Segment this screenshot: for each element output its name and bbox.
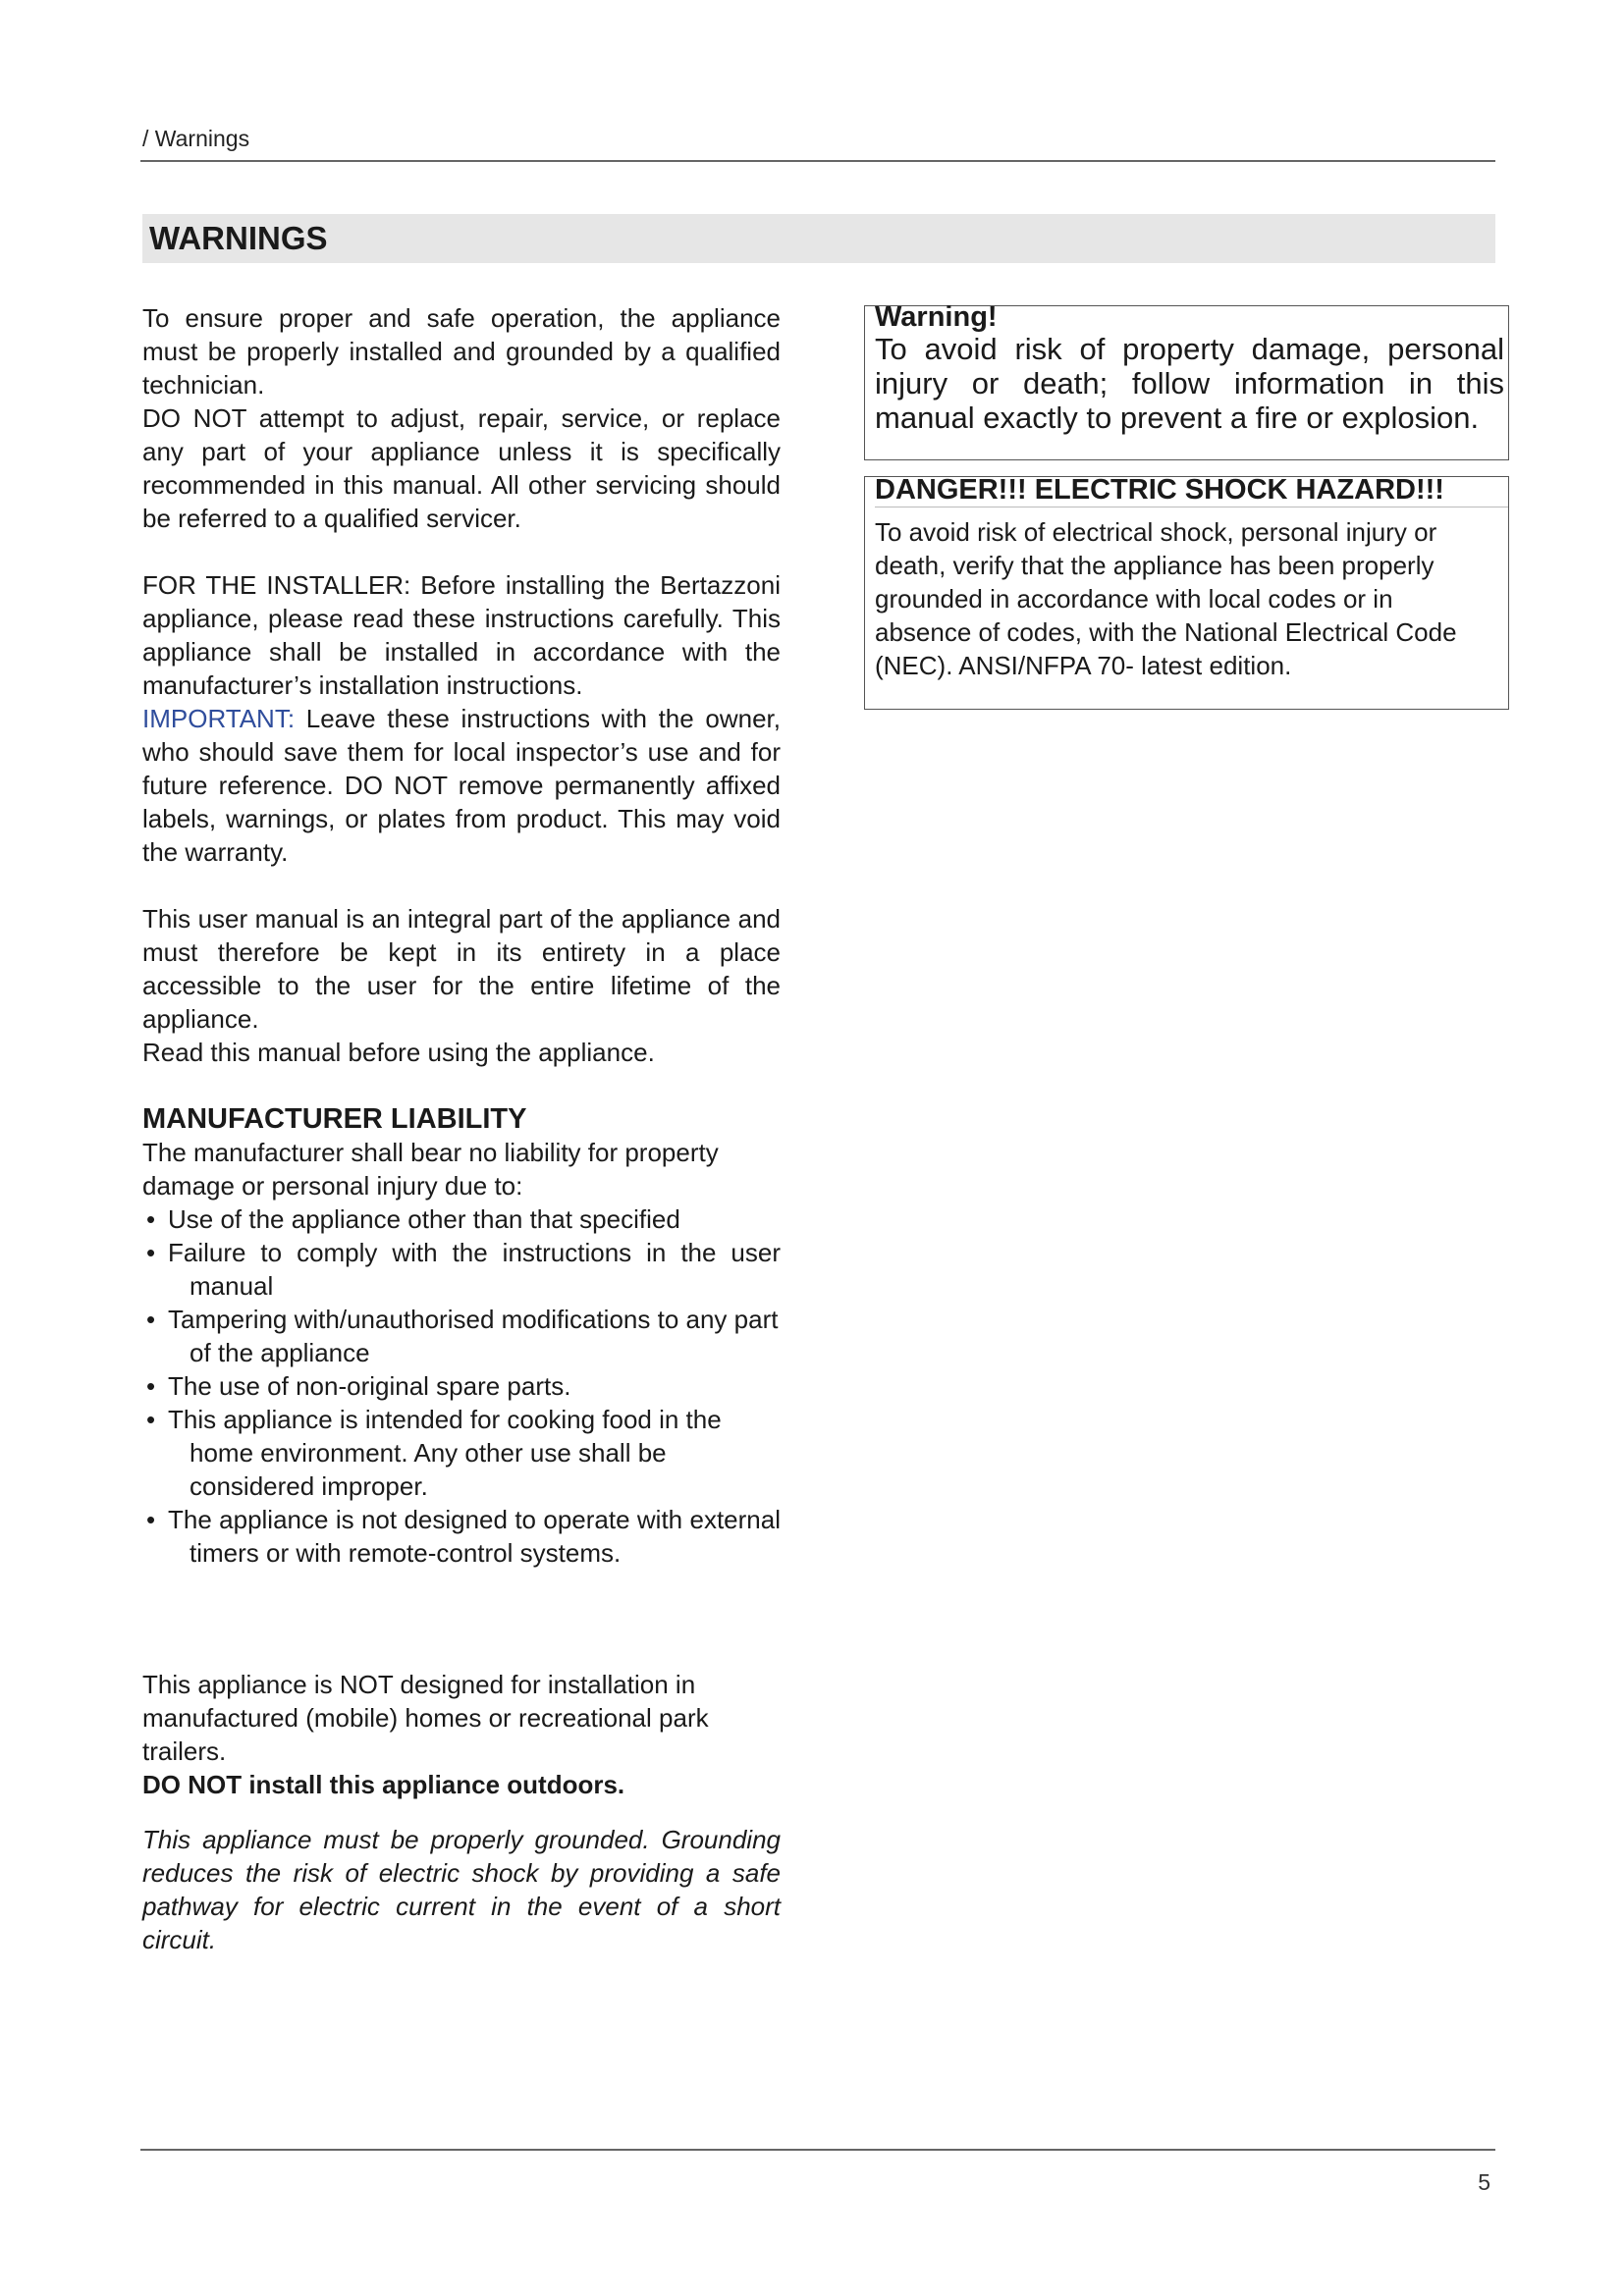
important-text: Leave these instructions with the owner, who should save them for local inspector’s use and for future reference. DO NOT remove permanently affixed labels, warnings, or plates from product. This may void the warranty. <box>142 704 781 867</box>
page-title: WARNINGS <box>149 220 328 256</box>
important-paragraph <box>142 702 781 869</box>
danger-box-text: To avoid risk of electrical shock, personal injury or death, verify that the appliance has been properly grounded in accordance with local codes or in absence of codes, with the National Electrical Code (NEC). ANSI/NFPA 70- latest edition. <box>875 517 1457 680</box>
important-label: IMPORTANT: <box>142 704 296 733</box>
warning-box <box>864 301 1509 460</box>
intro-paragraph: To ensure proper and safe operation, the appliance must be properly installed and grounded by a qualified technician. <box>142 303 781 400</box>
header-divider <box>140 160 1495 162</box>
warning-box-text: To avoid risk of property damage, personal injury or death; follow information in this manual exactly to prevent a fire or explosion. <box>875 332 1504 435</box>
list-item: • The appliance is not designed to operate with external timers or with remote-control systems. <box>142 1503 781 1570</box>
section-title-band <box>142 214 1495 263</box>
footer-divider <box>140 2149 1495 2151</box>
list-item: • The use of non-original spare parts. <box>142 1369 781 1403</box>
liability-heading: MANUFACTURER LIABILITY <box>142 1103 527 1135</box>
read-manual-paragraph: Read this manual before using the appliance. <box>142 1038 655 1067</box>
grounding-note: This appliance must be properly grounded. Grounding reduces the risk of electric shock by providing a safe pathway for electric current in the event of a short circuit. <box>142 1825 781 1954</box>
left-column <box>142 301 781 1956</box>
list-item: • Use of the appliance other than that specified <box>142 1202 781 1236</box>
list-item: • This appliance is intended for cooking food in the home environment. Any other use shall be considered improper. <box>142 1403 781 1503</box>
do-not-adjust-paragraph: DO NOT attempt to adjust, repair, service, or replace any part of your appliance unless it is specifically recommended in this manual. All other servicing should be referred to a qualified servicer. <box>142 403 781 533</box>
liability-list <box>142 1202 781 1570</box>
mobile-homes-paragraph: This appliance is NOT designed for installation in manufactured (mobile) homes or recreational park trailers. <box>142 1670 709 1766</box>
danger-box <box>864 476 1509 710</box>
list-item: • Failure to comply with the instructions in the user manual <box>142 1236 781 1303</box>
installer-paragraph: FOR THE INSTALLER: Before installing the Bertazzoni appliance, please read these instructions carefully. This appliance shall be installed in accordance with the manufacturer’s installation instructions. <box>142 570 781 700</box>
warning-box-title: Warning! <box>875 301 998 333</box>
breadcrumb: / Warnings <box>142 126 250 151</box>
list-item: • Tampering with/unauthorised modifications to any part of the appliance <box>142 1303 781 1369</box>
outdoors-warning: DO NOT install this appliance outdoors. <box>142 1770 625 1799</box>
integral-part-paragraph: This user manual is an integral part of the appliance and must therefore be kept in its entirety in a place accessible to the user for the entire lifetime of the appliance. <box>142 904 781 1034</box>
page-number: 5 <box>1478 2169 1490 2195</box>
liability-intro: The manufacturer shall bear no liability for property damage or personal injury due to: <box>142 1138 719 1201</box>
danger-box-title: DANGER!!! ELECTRIC SHOCK HAZARD!!! <box>875 475 1508 507</box>
